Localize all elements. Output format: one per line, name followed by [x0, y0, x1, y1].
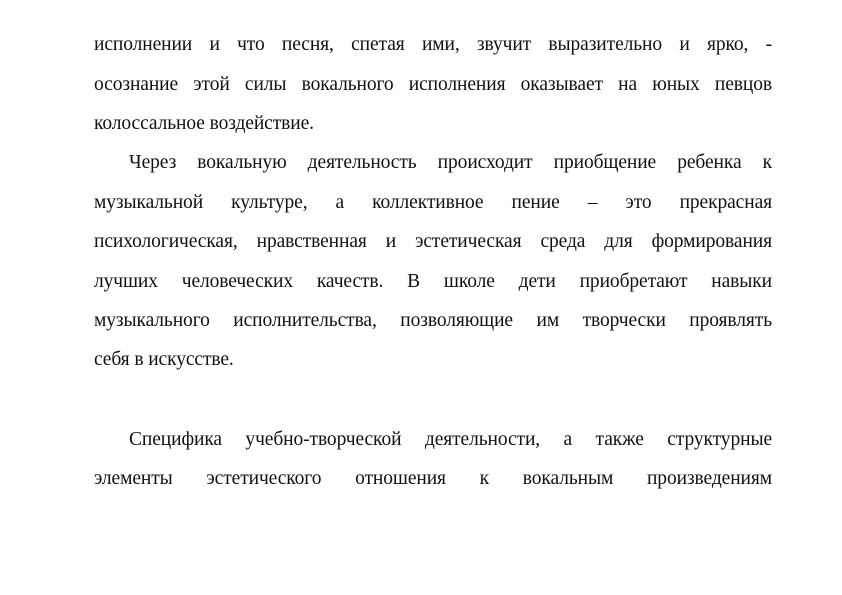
paragraph-2-line-2: музыкальной культуре, а коллективное пение – это прекрасная	[94, 192, 772, 213]
paragraph-2-line-4: лучших человеческих качеств. В школе дети приобретают навыки	[94, 271, 772, 292]
paragraph-1-line-2: осознание этой силы вокального исполнения оказывает на юных певцов	[94, 74, 772, 95]
paragraph-3-line-2: элементы эстетического отношения к вокальным произведениям	[94, 468, 772, 489]
paragraph-2-line-1: Через вокальную деятельность происходит приобщение ребенка к	[129, 152, 772, 173]
paragraph-1-line-3: колоссальное воздействие.	[94, 113, 314, 134]
paragraph-2-line-6: себя в искусстве.	[94, 349, 234, 370]
paragraph-2-line-3: психологическая, нравственная и эстетическая среда для формирования	[94, 231, 772, 252]
paragraph-3-line-1: Специфика учебно-творческой деятельности, а также структурные	[129, 429, 772, 450]
paragraph-1-line-1: исполнении и что песня, спетая ими, звучит выразительно и ярко, -	[94, 34, 772, 55]
paragraph-2-line-5: музыкального исполнительства, позволяющие им творчески проявлять	[94, 310, 772, 331]
